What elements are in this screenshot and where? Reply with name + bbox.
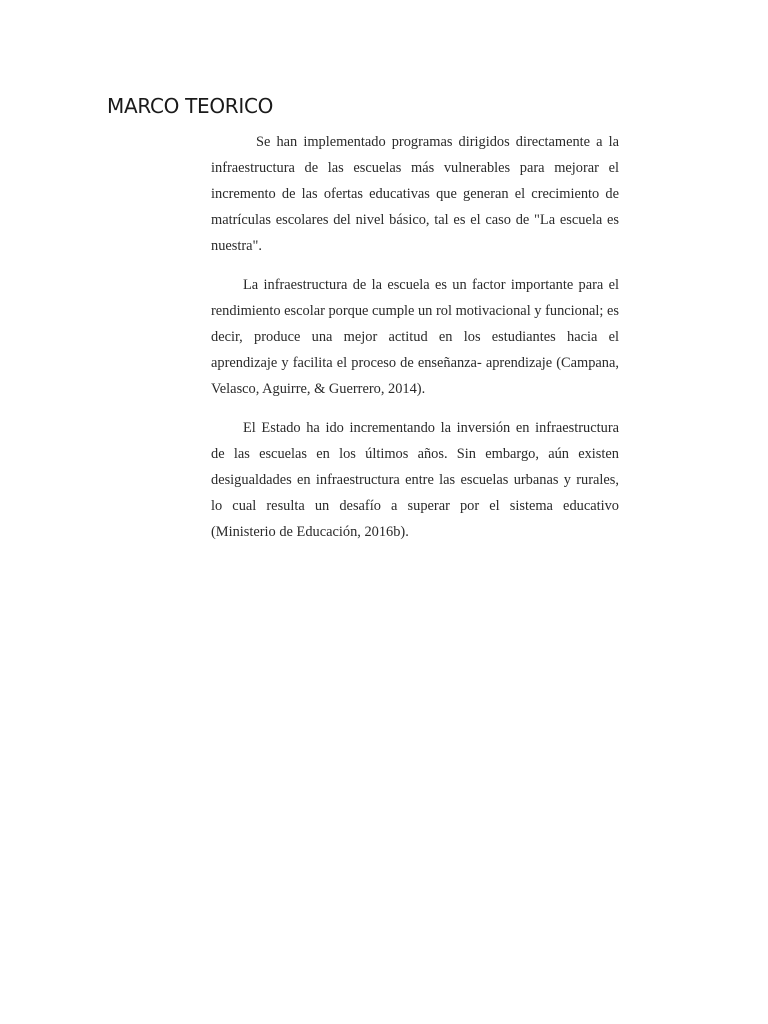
paragraph-2: La infraestructura de la escuela es un factor importante para el rendimiento escolar porque cumple un rol motivacional y funcional; es decir, produce una mejor actitud en los estudiantes hacia el aprendizaje y facilita el proceso de enseñanza- aprendizaje (Campana, Velasco, Aguirre, & Guerrero, 2014). <box>211 277 620 397</box>
body-text <box>211 129 619 558</box>
section-heading: MARCO TEORICO <box>107 94 274 118</box>
paragraph-1: Se han implementado programas dirigidos directamente a la infraestructura de las escuelas más vulnerables para mejorar el incremento de las ofertas educativas que generan el crecimiento de matrículas escolares del nivel básico, tal es el caso de "La escuela es nuestra". <box>211 134 619 254</box>
paragraph-3: El Estado ha ido incrementando la inversión en infraestructura de las escuelas en los últimos años. Sin embargo, aún existen desigualdades en infraestructura entre las escuelas urbanas y rurales, lo cual resulta un desafío a superar por el sistema educativo (Ministerio de Educación, 2016b). <box>211 420 619 540</box>
